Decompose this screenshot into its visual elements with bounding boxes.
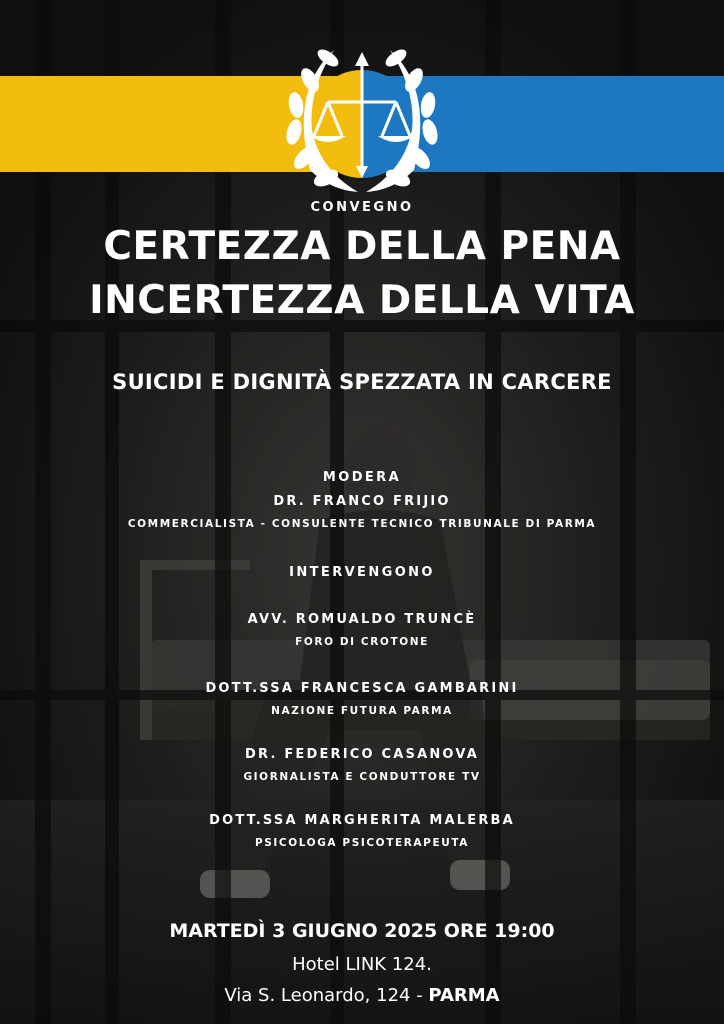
speaker-role: PSICOLOGA PSICOTERAPEUTA — [254, 837, 470, 849]
moderator-name: DR. FRANCO FRIJIO — [273, 494, 451, 509]
event-address — [0, 985, 724, 1006]
moderator-label: MODERA — [322, 470, 402, 485]
address-street: Via S. Leonardo, 124 - — [224, 985, 429, 1006]
speaker-name: DOTT.SSA FRANCESCA GAMBARINI — [205, 681, 519, 696]
event-venue: Hotel LINK 124. — [292, 954, 432, 975]
event-type-label: CONVEGNO — [310, 200, 414, 215]
speaker-role: GIORNALISTA E CONDUTTORE TV — [243, 771, 481, 783]
address-city: PARMA — [428, 985, 500, 1006]
subtitle: SUICIDI E DIGNITÀ SPEZZATA IN CARCERE — [112, 370, 612, 394]
title-line-1: CERTEZZA DELLA PENA — [103, 224, 621, 269]
speaker-name: AVV. ROMUALDO TRUNCÈ — [247, 612, 477, 627]
speakers-label: INTERVENGONO — [289, 565, 435, 580]
event-datetime: MARTEDÌ 3 GIUGNO 2025 ORE 19:00 — [169, 920, 555, 942]
moderator-role: COMMERCIALISTA - CONSULENTE TECNICO TRIBUNALE DI PARMA — [127, 518, 597, 530]
speaker-role: NAZIONE FUTURA PARMA — [271, 705, 453, 717]
speaker-role: FORO DI CROTONE — [295, 636, 429, 648]
speaker-name: DR. FEDERICO CASANOVA — [245, 747, 479, 762]
title-line-2: INCERTEZZA DELLA VITA — [89, 278, 635, 323]
scales-of-justice-laurel-icon — [270, 30, 454, 202]
speaker-name: DOTT.SSA MARGHERITA MALERBA — [209, 813, 515, 828]
